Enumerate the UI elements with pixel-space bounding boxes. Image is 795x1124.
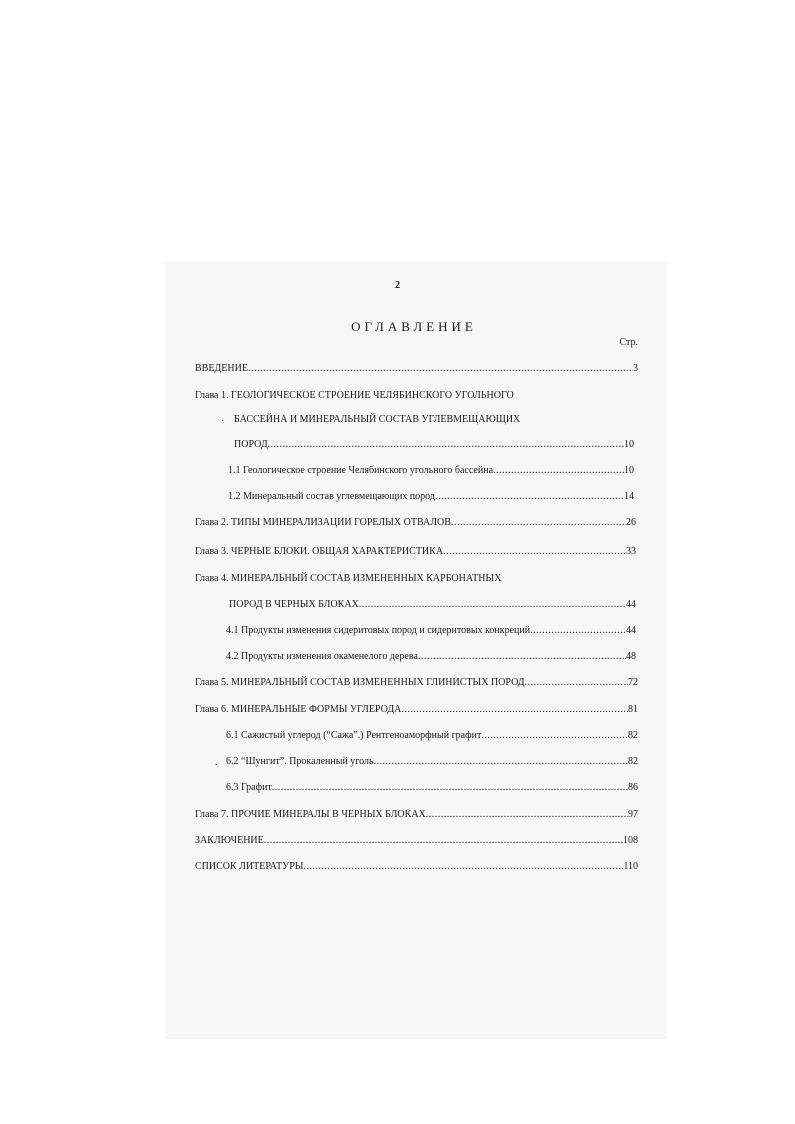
- toc-section-1-1[interactable]: [228, 464, 634, 477]
- dot-leader: [481, 729, 628, 742]
- dot-leader: [426, 808, 628, 821]
- toc-section-4-2[interactable]: [226, 650, 636, 663]
- dot-leader: [304, 860, 624, 873]
- toc-title: ОГЛАВЛЕНИЕ: [351, 319, 477, 334]
- dot-leader: [435, 490, 624, 503]
- toc-entry-page: 82: [628, 756, 638, 767]
- toc-entry-text: 6.2 “Шунгит”. Прокаленный уголь: [226, 756, 374, 767]
- toc-chapter-7[interactable]: [195, 808, 638, 821]
- dot-leader: [530, 624, 626, 637]
- toc-entry-page: 44: [626, 625, 636, 636]
- toc-entry-page: 14: [624, 491, 634, 502]
- dot-leader: [493, 464, 624, 477]
- dot-leader: [272, 781, 628, 794]
- toc-entry-page: 33: [626, 546, 636, 557]
- toc-entry-text: Глава 6. МИНЕРАЛЬНЫЕ ФОРМЫ УГЛЕРОДА: [195, 704, 402, 715]
- dot-leader: [443, 545, 626, 558]
- dot-leader: [248, 362, 633, 375]
- toc-chapter-1-line3[interactable]: [234, 438, 634, 451]
- dot-leader: [268, 438, 624, 451]
- toc-chapter-4-line2[interactable]: [229, 598, 636, 611]
- toc-entry-text: СПИСОК ЛИТЕРАТУРЫ: [195, 861, 304, 872]
- toc-entry-page: 72: [628, 677, 638, 688]
- toc-entry-text: ЗАКЛЮЧЕНИЕ: [195, 835, 264, 846]
- page-column-label: Стр.: [619, 337, 638, 348]
- toc-chapter-1-line1[interactable]: Глава 1. ГЕОЛОГИЧЕСКОЕ СТРОЕНИЕ ЧЕЛЯБИНСКОГО УГОЛЬНОГО: [195, 390, 514, 401]
- toc-entry-text: 1.1 Геологическое строение Челябинского угольного бассейна: [228, 465, 494, 476]
- toc-chapter-5[interactable]: [195, 676, 638, 689]
- toc-entry-page: 48: [626, 651, 636, 662]
- toc-entry-text: 6.3 Графит: [226, 782, 272, 793]
- toc-chapter-4-line1[interactable]: Глава 4. МИНЕРАЛЬНЫЙ СОСТАВ ИЗМЕНЕННЫХ КАРБОНАТНЫХ: [195, 573, 502, 584]
- dot-leader: [264, 834, 623, 847]
- toc-entry-page: 81: [628, 704, 638, 715]
- dot-leader: [374, 755, 628, 768]
- toc-entry-text: ПОРОД В ЧЕРНЫХ БЛОКАХ: [229, 599, 359, 610]
- toc-section-6-3[interactable]: [226, 781, 638, 794]
- toc-entry-text: Глава 7. ПРОЧИЕ МИНЕРАЛЫ В ЧЕРНЫХ БЛОКАХ: [195, 809, 426, 820]
- toc-chapter-2[interactable]: [195, 516, 636, 529]
- toc-chapter-6[interactable]: [195, 703, 638, 716]
- toc-entry-intro[interactable]: [195, 362, 638, 375]
- dot-leader: [525, 676, 628, 689]
- dot-leader: [359, 598, 626, 611]
- toc-entry-page: 10: [624, 439, 634, 450]
- toc-entry-text: Глава 2. ТИПЫ МИНЕРАЛИЗАЦИИ ГОРЕЛЫХ ОТВАЛОВ: [195, 517, 451, 528]
- toc-entry-page: 44: [626, 599, 636, 610]
- toc-entry-text: 4.1 Продукты изменения сидеритовых пород и сидеритовых конкреций: [226, 625, 531, 636]
- toc-section-6-1[interactable]: [226, 729, 638, 742]
- toc-entry-page: 26: [626, 517, 636, 528]
- scan-mark: ·: [221, 416, 225, 427]
- toc-chapter-1-line2[interactable]: БАССЕЙНА И МИНЕРАЛЬНЫЙ СОСТАВ УГЛЕВМЕЩАЮЩИХ: [234, 414, 521, 425]
- toc-entry-text: 6.1 Сажистый углерод (“Сажа”.) Рентгеноаморфный графит: [226, 730, 482, 741]
- page-number: 2: [395, 280, 400, 291]
- toc-entry-text: ВВЕДЕНИЕ: [195, 363, 248, 374]
- dot-leader: [451, 516, 626, 529]
- toc-entry-text: 4.2 Продукты изменения окаменелого дерева: [226, 651, 418, 662]
- toc-entry-page: 3: [633, 363, 638, 374]
- toc-entry-text: Глава 5. МИНЕРАЛЬНЫЙ СОСТАВ ИЗМЕНЕННЫХ ГЛИНИСТЫХ ПОРОД: [195, 677, 525, 688]
- toc-section-4-1[interactable]: [226, 624, 636, 637]
- toc-references[interactable]: [195, 860, 638, 873]
- toc-section-1-2[interactable]: [228, 490, 634, 503]
- toc-chapter-3[interactable]: [195, 545, 636, 558]
- toc-conclusion[interactable]: [195, 834, 638, 847]
- toc-entry-page: 97: [628, 809, 638, 820]
- toc-entry-text: ПОРОД: [234, 439, 268, 450]
- toc-entry-page: 10: [624, 465, 634, 476]
- toc-section-6-2[interactable]: [226, 755, 638, 768]
- toc-entry-text: 1.2 Минеральный состав углевмещающих пород: [228, 491, 435, 502]
- dot-leader: [418, 650, 626, 663]
- toc-entry-page: 110: [623, 861, 638, 872]
- toc-entry-text: Глава 3. ЧЕРНЫЕ БЛОКИ. ОБЩАЯ ХАРАКТЕРИСТИКА: [195, 546, 444, 557]
- toc-entry-page: 108: [623, 835, 638, 846]
- scan-mark: .: [215, 757, 218, 768]
- dot-leader: [401, 703, 628, 716]
- toc-entry-page: 82: [628, 730, 638, 741]
- toc-entry-page: 86: [628, 782, 638, 793]
